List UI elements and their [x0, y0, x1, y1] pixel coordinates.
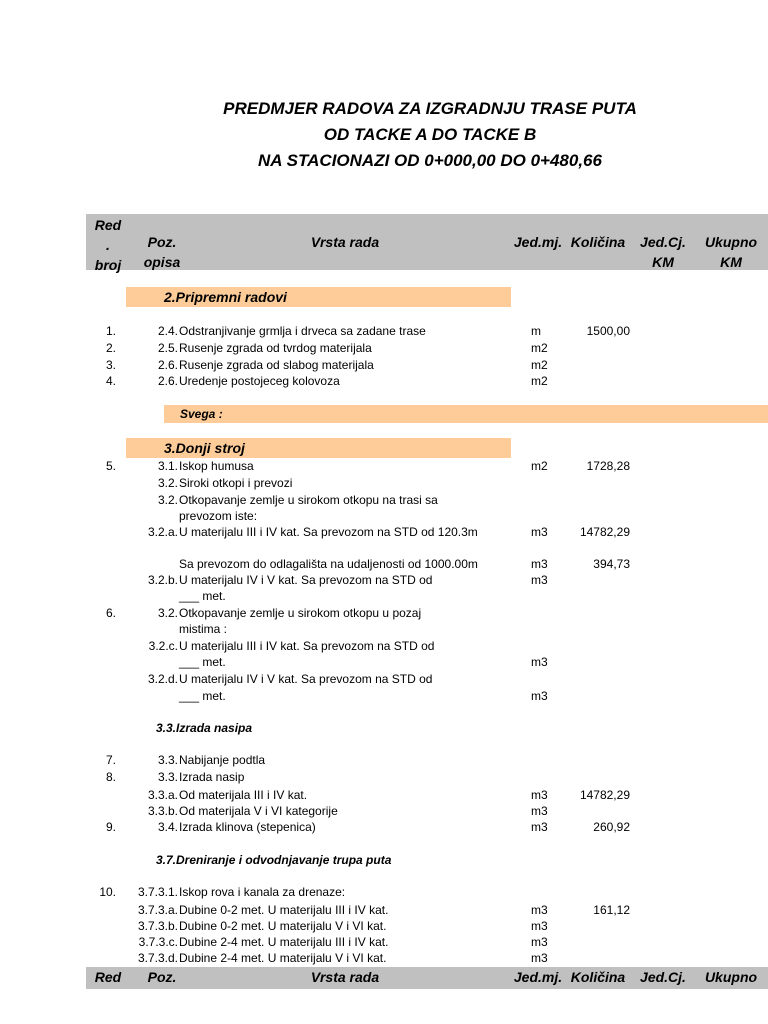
header-vrsta: Vrsta rada: [310, 234, 380, 250]
row-quantity: 14782,29: [579, 788, 630, 802]
section-3-title: 3.Donji stroj: [164, 440, 245, 456]
section-2-total-band: [164, 405, 768, 423]
header-jedcj: Jed.Cj. KM: [640, 234, 686, 270]
header-kolicina: Količina: [570, 234, 626, 250]
row-number: 7.: [105, 753, 116, 767]
section-2-title: 2.Pripremni radovi: [164, 289, 287, 305]
header-jedmj: Jed.mj.: [513, 234, 563, 250]
row-position: 2.6.: [157, 358, 178, 372]
row-unit: m3: [531, 820, 548, 834]
row-unit: m3: [531, 788, 548, 802]
row-description: Dubine 0-2 met. U materijalu III i IV kat.: [179, 903, 389, 917]
footer-header-jedcj: Jed.Cj.: [640, 969, 686, 985]
row-description: Dubine 2-4 met. U materijalu III i IV kat.: [179, 935, 389, 949]
row-unit: m: [531, 324, 541, 338]
row-description: Od materijala V i VI kategorije: [179, 804, 338, 818]
section-2-total-label: Svega :: [180, 407, 223, 421]
footer-header-poz: Poz.: [147, 969, 177, 985]
row-description: Sa prevozom do odlagališta na udaljenosti od 1000.00m: [179, 557, 478, 571]
row-position: 2.6.: [157, 374, 178, 388]
row-description: Odstranjivanje grmlja i drveca sa zadane trase: [179, 324, 426, 338]
row-number: 10.: [99, 885, 116, 899]
row-position: 3.3.: [157, 770, 178, 784]
row-position: 3.7.3.d.: [137, 951, 178, 965]
section-3-3-title: 3.3.Izrada nasipa: [156, 721, 253, 735]
footer-header-jedmj: Jed.mj.: [513, 969, 563, 985]
row-unit: m3: [531, 573, 548, 587]
row-position: 3.7.3.1.: [137, 885, 178, 899]
row-unit: m3: [531, 935, 548, 949]
row-unit: m2: [531, 341, 548, 355]
row-description: Izrada klinova (stepenica): [179, 820, 316, 834]
header-poz: Poz. opisa: [143, 234, 181, 270]
header-red: Red . broj: [94, 217, 122, 273]
row-unit: m3: [531, 655, 548, 669]
row-unit: m3: [531, 689, 548, 703]
row-description: U materijalu IV i V kat. Sa prevozom na STD od: [179, 672, 433, 686]
row-position: 3.2.b.: [147, 573, 178, 587]
row-position: 3.2.: [157, 493, 178, 507]
row-position: 3.4.: [157, 820, 178, 834]
header-ukupno: Ukupno KM: [704, 234, 758, 270]
row-unit: m3: [531, 919, 548, 933]
row-quantity: 161,12: [593, 903, 630, 917]
row-description: Nabijanje podtla: [179, 753, 266, 767]
row-description: Dubine 2-4 met. U materijalu V i VI kat.: [179, 951, 387, 965]
row-unit: m3: [531, 951, 548, 965]
row-description: ___ met.: [179, 689, 226, 703]
row-quantity: 394,73: [593, 557, 630, 571]
footer-header-ukupno: Ukupno: [704, 969, 758, 985]
row-position: 3.2.: [157, 606, 178, 620]
row-number: 1.: [105, 324, 116, 338]
row-description: Izrada nasip: [179, 770, 245, 784]
row-description: Dubine 0-2 met. U materijalu V i VI kat.: [179, 919, 387, 933]
row-description: Otkopavanje zemlje u sirokom otkopu na trasi sa: [179, 493, 438, 507]
row-description: U materijalu III i IV kat. Sa prevozom na STD od 120.3m: [179, 525, 478, 539]
footer-header-vrsta: Vrsta rada: [310, 969, 380, 985]
row-unit: m3: [531, 557, 548, 571]
row-position: 3.2.c.: [148, 639, 178, 653]
footer-header-kolicina: Količina: [570, 969, 626, 985]
row-position: 3.2.a.: [147, 525, 178, 539]
row-description: U materijalu III i IV kat. Sa prevozom na STD od: [179, 639, 435, 653]
row-position: 3.2.: [157, 476, 178, 490]
row-number: 4.: [105, 374, 116, 388]
row-number: 3.: [105, 358, 116, 372]
document-title-line-2: OD TACKE A DO TACKE B: [323, 125, 537, 144]
row-description: Rusenje zgrada od tvrdog materijala: [179, 341, 372, 355]
row-quantity: 260,92: [593, 820, 630, 834]
row-description: Od materijala III i IV kat.: [179, 788, 308, 802]
row-position: 3.7.3.c.: [138, 935, 178, 949]
row-quantity: 1728,28: [586, 459, 630, 473]
row-unit: m2: [531, 459, 548, 473]
footer-header-red: Red: [94, 969, 122, 985]
row-position: 3.7.3.b.: [137, 919, 178, 933]
row-position: 3.7.3.a.: [137, 903, 178, 917]
row-position: 2.5.: [157, 341, 178, 355]
document-title-line-3: NA STACIONAZI OD 0+000,00 DO 0+480,66: [258, 151, 602, 170]
row-description: U materijalu IV i V kat. Sa prevozom na STD od: [179, 573, 433, 587]
row-description: Iskop rova i kanala za drenaze:: [179, 885, 346, 899]
row-unit: m3: [531, 903, 548, 917]
row-position: 3.3.b.: [147, 804, 178, 818]
row-description: ___ met.: [179, 655, 226, 669]
row-description: mistima :: [179, 622, 227, 636]
row-description: Iskop humusa: [179, 459, 254, 473]
row-number: 8.: [105, 770, 116, 784]
row-description: Siroki otkopi i prevozi: [179, 476, 293, 490]
row-number: 5.: [105, 459, 116, 473]
row-position: 3.2.d.: [147, 672, 178, 686]
row-description: Otkopavanje zemlje u sirokom otkopu u pozaj: [179, 606, 422, 620]
row-description: Rusenje zgrada od slabog materijala: [179, 358, 374, 372]
row-number: 6.: [105, 606, 116, 620]
row-position: 3.1.: [157, 459, 178, 473]
row-number: 9.: [105, 820, 116, 834]
row-description: ___ met.: [179, 589, 226, 603]
row-number: 2.: [105, 341, 116, 355]
section-3-7-title: 3.7.Dreniranje i odvodnjavanje trupa puta: [156, 853, 392, 867]
row-unit: m3: [531, 804, 548, 818]
row-unit: m2: [531, 374, 548, 388]
document-title-line-1: PREDMJER RADOVA ZA IZGRADNJU TRASE PUTA: [223, 99, 637, 118]
row-description: prevozom iste:: [179, 509, 258, 523]
row-position: 2.4.: [157, 324, 178, 338]
row-position: 3.3.: [157, 753, 178, 767]
row-position: 3.3.a.: [147, 788, 178, 802]
row-quantity: 14782,29: [579, 525, 630, 539]
row-description: Uredenje postojeceg kolovoza: [179, 374, 340, 388]
row-unit: m3: [531, 525, 548, 539]
row-unit: m2: [531, 358, 548, 372]
row-quantity: 1500,00: [586, 324, 630, 338]
